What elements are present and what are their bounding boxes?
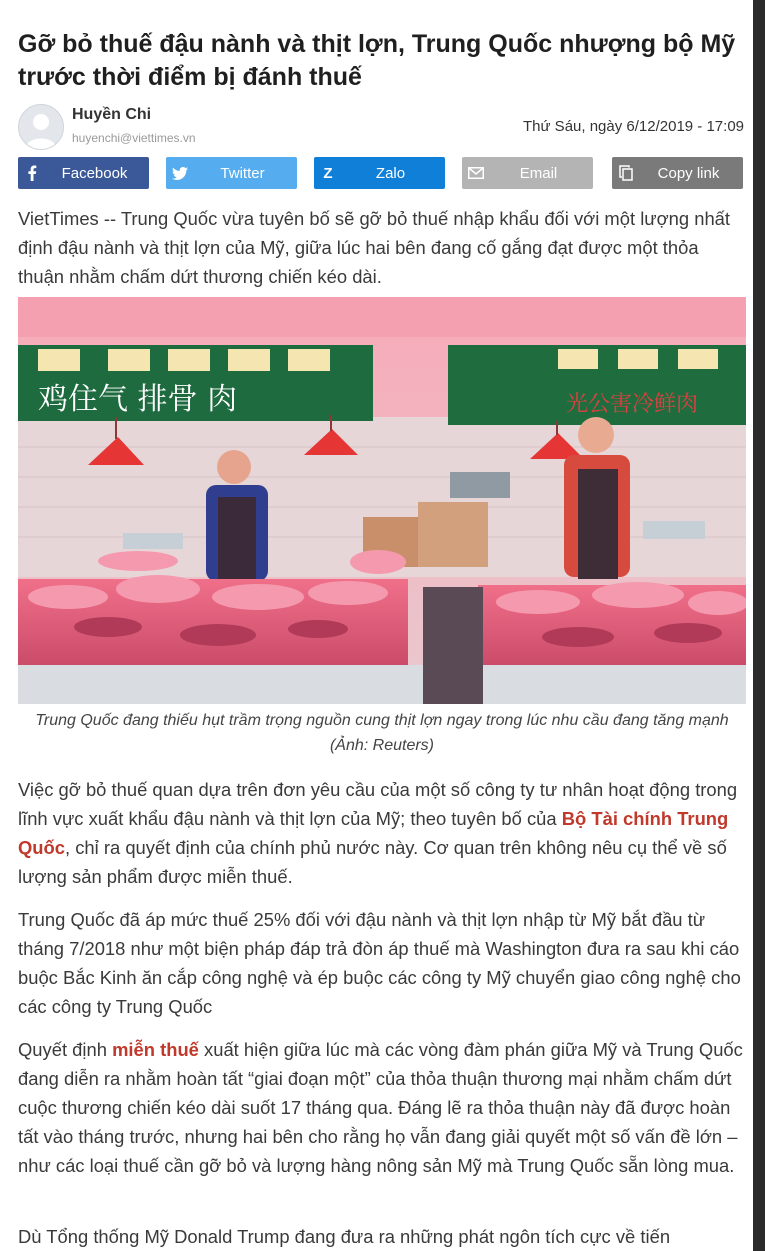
paragraph-text: xuất hiện giữa lúc mà các vòng đàm phán giữa Mỹ và Trung Quốc đang diễn ra nhằm hoàn tất “giai đoạn một” của thỏa thuận thương mại nhằm chấm dứt cuộc thương chiến kéo dài suốt 17 tháng qua. Đáng lẽ ra thỏa thuận này đã được hoàn tất vào tháng trước, nhưng hai bên cho rằng họ vẫn đang giải quyết một số vấn đề lớn – như các loại thuế cần gỡ bỏ và lượng hàng nông sản Mỹ mà Trung Quốc sẵn lòng mua. (18, 1039, 743, 1176)
paragraph-text: Quyết định (18, 1039, 113, 1060)
author-avatar[interactable] (18, 104, 64, 150)
shop-sign-right: 光公害冷鲜肉 (566, 392, 699, 417)
facebook-share-button[interactable] (18, 157, 149, 189)
twitter-share-button[interactable] (166, 157, 297, 189)
author-name[interactable]: Huyền Chi (72, 106, 152, 123)
article-paragraph: Trung Quốc đã áp mức thuế 25% đối với đậu nành và thịt lợn nhập từ Mỹ bắt đầu từ tháng 7/2018 như một biện pháp đáp trả đòn áp thuế mà Washington đưa ra sau khi cáo buộc Bắc Kinh ăn cắp công nghệ và ép buộc các công ty Mỹ chuyển giao công nghệ cho các công ty Trung Quốc (18, 909, 741, 1017)
twitter-label: Twitter (220, 164, 265, 182)
ministry-link[interactable]: Bộ Tài chính Trung Quốc (18, 808, 729, 858)
article-paragraph (18, 1035, 748, 1180)
publish-date: Thứ Sáu, ngày 6/12/2019 - 17:09 (522, 118, 744, 135)
author-email: huyenchi@viettimes.vn (72, 131, 196, 145)
tax-exemption-link[interactable]: miễn thuế (112, 1039, 199, 1060)
paragraph-text: Việc gỡ bỏ thuế quan dựa trên đơn yêu cầu của một số công ty tư nhân hoạt động trong lĩnh vực xuất khẩu đậu nành và thịt lợn của Mỹ; theo tuyên bố của (18, 779, 738, 829)
meat-market-image (18, 297, 746, 704)
article-title: Gỡ bỏ thuế đậu nành và thịt lợn, Trung Quốc nhượng bộ Mỹ trước thời điểm bị đánh thuế (18, 30, 736, 91)
article-lead: VietTimes -- Trung Quốc vừa tuyên bố sẽ gỡ bỏ thuế nhập khẩu đối với một lượng nhất định đậu nành và thịt lợn của Mỹ, giữa lúc hai bên đang cố gắng đạt được một thỏa thuận nhằm chấm dứt thương chiến kéo dài. (18, 208, 731, 287)
shop-sign-left: 鸡住气 排骨 肉 (38, 382, 238, 417)
zalo-icon: Z (323, 164, 333, 182)
article-paragraph (18, 775, 748, 891)
article-photo[interactable] (18, 297, 746, 704)
email-share-button[interactable] (462, 157, 593, 189)
photo-caption: Trung Quốc đang thiếu hụt trầm trọng nguồn cung thịt lợn ngay trong lúc nhu cầu đang tăng mạnh (Ảnh: Reuters) (35, 712, 729, 754)
copy-link-label: Copy link (657, 164, 720, 182)
twitter-icon (166, 167, 194, 180)
copy-link-button[interactable] (612, 157, 743, 189)
share-bar (18, 157, 746, 191)
screen-edge (753, 0, 765, 1251)
paragraph-text: , chỉ ra quyết định của chính phủ nước này. Cơ quan trên không nêu cụ thể về số lượng sản phẩm được miễn thuế. (18, 837, 727, 887)
envelope-icon (462, 167, 490, 179)
zalo-share-button[interactable] (314, 157, 445, 189)
copy-icon (612, 165, 640, 181)
email-label: Email (519, 164, 558, 182)
zalo-label: Zalo (375, 164, 406, 182)
article-paragraph: Dù Tổng thống Mỹ Donald Trump đang đưa ra những phát ngôn tích cực về tiến (18, 1226, 671, 1247)
facebook-icon (18, 165, 46, 181)
user-icon (19, 105, 63, 149)
facebook-label: Facebook (61, 164, 128, 182)
